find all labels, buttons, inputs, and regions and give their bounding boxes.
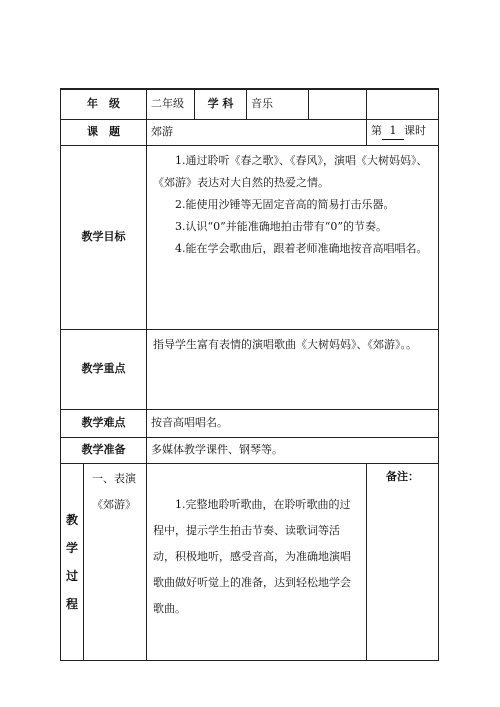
key-points-text: 指导学生富有表情的演唱歌曲《大树妈妈》、《郊游》。。 xyxy=(153,337,417,351)
topic-row xyxy=(61,119,439,145)
empty-cell xyxy=(309,89,367,119)
key-points-content xyxy=(147,329,439,409)
topic-label: 课 题 xyxy=(61,119,147,145)
process-label-char: 教 xyxy=(65,512,78,527)
preparation-label: 教学准备 xyxy=(61,437,147,463)
process-content xyxy=(147,463,367,660)
grade-label: 年 级 xyxy=(61,89,147,119)
process-paragraph: 1.完整地聆听歌曲，在聆听歌曲的过程中，提示学生拍击节奏、读歌词等活动，积极地听，感受音高，为准确地演唱歌曲做好听觉上的准备，达到轻松地学会歌曲。 xyxy=(153,497,351,615)
objective-item: 1.通过聆听《春之歌》、《春风》，演唱《大树妈妈》、《郊游》表达对大自然的热爱之情。 xyxy=(153,153,428,189)
objective-item: 2.能使用沙锤等无固定音高的简易打击乐器。 xyxy=(175,197,395,211)
objective-item: 4.能在学会歌曲后，跟着老师准确地按音高唱唱名。 xyxy=(175,241,428,255)
key-points-row xyxy=(61,329,439,409)
period-suffix: 课时 xyxy=(404,124,426,138)
subject-label: 学 科 xyxy=(195,89,247,119)
period-prefix: 第 xyxy=(371,124,382,138)
process-section-title: 一、表演《郊游》 xyxy=(92,471,136,511)
difficulties-row xyxy=(61,409,439,437)
key-points-label: 教学重点 xyxy=(61,329,147,409)
process-row xyxy=(61,463,439,660)
grade-row xyxy=(61,89,439,119)
process-label-char: 学 xyxy=(65,540,78,555)
subject-value: 音乐 xyxy=(247,89,309,119)
period-number: 1 xyxy=(382,124,404,139)
lesson-plan-table xyxy=(60,88,439,661)
period-cell xyxy=(367,119,439,145)
objective-item: 3.认识“0”并能准确地拍击带有“0”的节奏。 xyxy=(175,219,387,233)
topic-value: 郊游 xyxy=(147,119,367,145)
process-content-left xyxy=(84,464,146,660)
process-outer-cell xyxy=(61,463,147,660)
difficulties-label: 教学难点 xyxy=(61,409,147,437)
preparation-text: 多媒体教学课件、钢琴等。 xyxy=(147,437,439,463)
notes-cell xyxy=(367,463,439,660)
objectives-row xyxy=(61,145,439,329)
preparation-row xyxy=(61,437,439,463)
objectives-content xyxy=(147,145,439,329)
objectives-label: 教学目标 xyxy=(61,145,147,329)
empty-cell xyxy=(367,89,439,119)
notes-label: 备注： xyxy=(386,469,419,483)
grade-value: 二年级 xyxy=(147,89,195,119)
process-label-char: 过 xyxy=(65,568,78,583)
process-label xyxy=(61,464,84,660)
difficulties-text: 按音高唱唱名。 xyxy=(147,409,439,437)
process-label-char: 程 xyxy=(65,596,78,611)
